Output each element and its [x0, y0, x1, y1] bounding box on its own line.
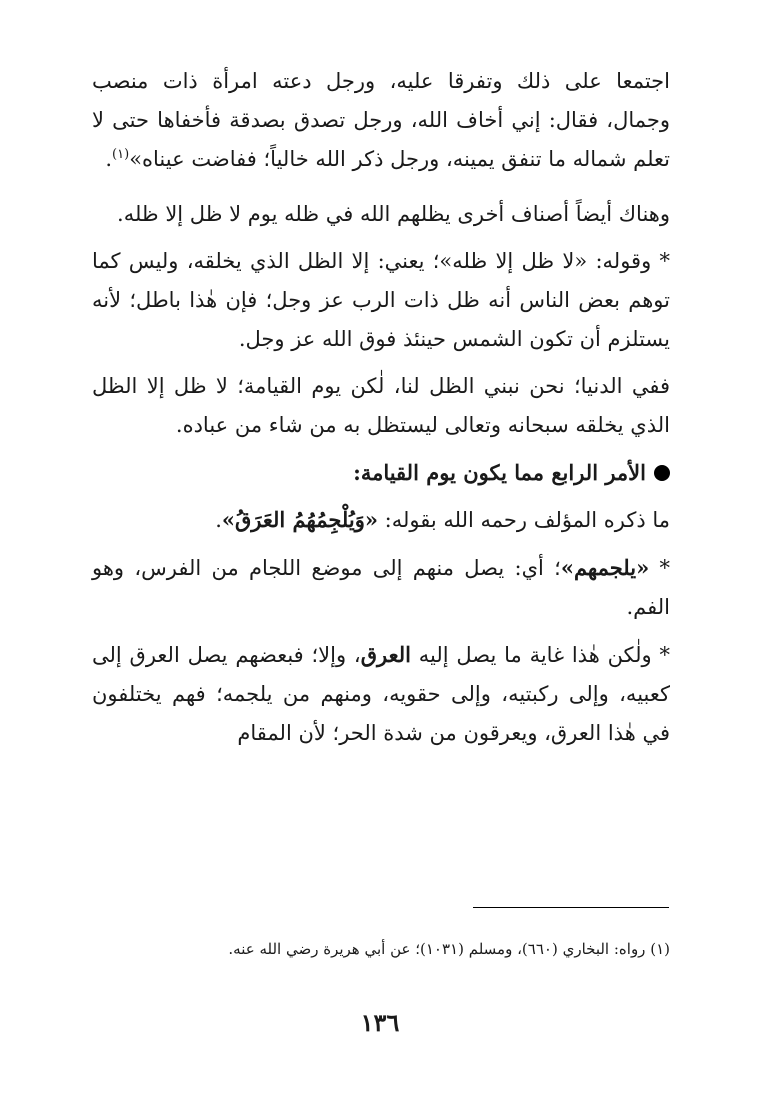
footnote-number: (١): [650, 940, 670, 958]
section-heading: [92, 453, 670, 492]
page-number: ١٣٦: [360, 1008, 400, 1037]
bullet-icon: [654, 465, 670, 481]
footnote: [92, 935, 670, 963]
paragraph-7-text-2: ، وإلا؛ فبعضهم يصل العرق إلى كعبيه، وإلى ركبتيه، وإلى حقويه، ومنهم من يلجمه؛ فهم يختلفون في هٰذا العرق، ويعرقون من شدة الحر؛ لأن المقام: [92, 643, 670, 745]
paragraph-4: ففي الدنيا؛ نحن نبني الظل لنا، لٰكن يوم القيامة؛ لا ظل إلا الظل الذي يخلقه سبحانه وتعالى ليستظل به من شاء من عباده.: [92, 374, 670, 437]
footnote-text: رواه: البخاري (٦٦٠)، ومسلم (١٠٣١)؛ عن أبي هريرة رضي الله عنه.: [228, 940, 646, 958]
footnote-reference: (١): [112, 147, 130, 162]
paragraph-5-end: .: [215, 508, 222, 532]
paragraph-2: وهناك أيضاً أصناف أخرى يظلهم الله في ظله يوم لا ظل إلا ظله.: [117, 202, 670, 226]
paragraph-7: [92, 635, 670, 753]
paragraph-5-text: ما ذكره المؤلف رحمه الله بقوله:: [377, 508, 670, 532]
section-heading-text: الأمر الرابع مما يكون يوم القيامة:: [353, 460, 646, 485]
paragraph-6-prefix: *: [649, 556, 670, 580]
paragraph-5: [92, 500, 670, 540]
paragraph-1-end: .: [105, 147, 113, 171]
footnote-divider: [473, 907, 669, 908]
paragraph-6: [92, 548, 670, 627]
main-text: [92, 62, 670, 761]
paragraph-3: * وقوله: «لا ظل إلا ظله»؛ يعني: إلا الظل الذي يخلقه، وليس كما توهم بعض الناس أنه ظل ذات الرب عز وجل؛ فإن هٰذا باطل؛ لأنه يستلزم أن تكون الشمس حينئذ فوق الله عز وجل.: [92, 249, 670, 351]
paragraph-7-text-1: * ولٰكن هٰذا غاية ما يصل إليه: [410, 643, 670, 667]
paragraph-6-bold: «يلجمهم»: [560, 555, 650, 580]
quoted-text: «وَيُلْجِمُهُمُ العَرَقُ»: [221, 507, 378, 532]
paragraph-7-bold: العرق: [360, 642, 411, 667]
paragraph-1-text: اجتمعا على ذلك وتفرقا عليه، ورجل دعته امرأة ذات منصب وجمال، فقال: إني أخاف الله، ورجل تصدق بصدقة فأخفاها حتى لا تعلم شماله ما تنفق يمينه، ورجل ذكر الله خالياً؛ ففاضت عيناه»: [92, 69, 670, 171]
paragraph-6-text: ؛ أي: يصل منهم إلى موضع اللجام من الفرس، وهو الفم.: [92, 556, 670, 619]
paragraph-1: [92, 62, 670, 179]
